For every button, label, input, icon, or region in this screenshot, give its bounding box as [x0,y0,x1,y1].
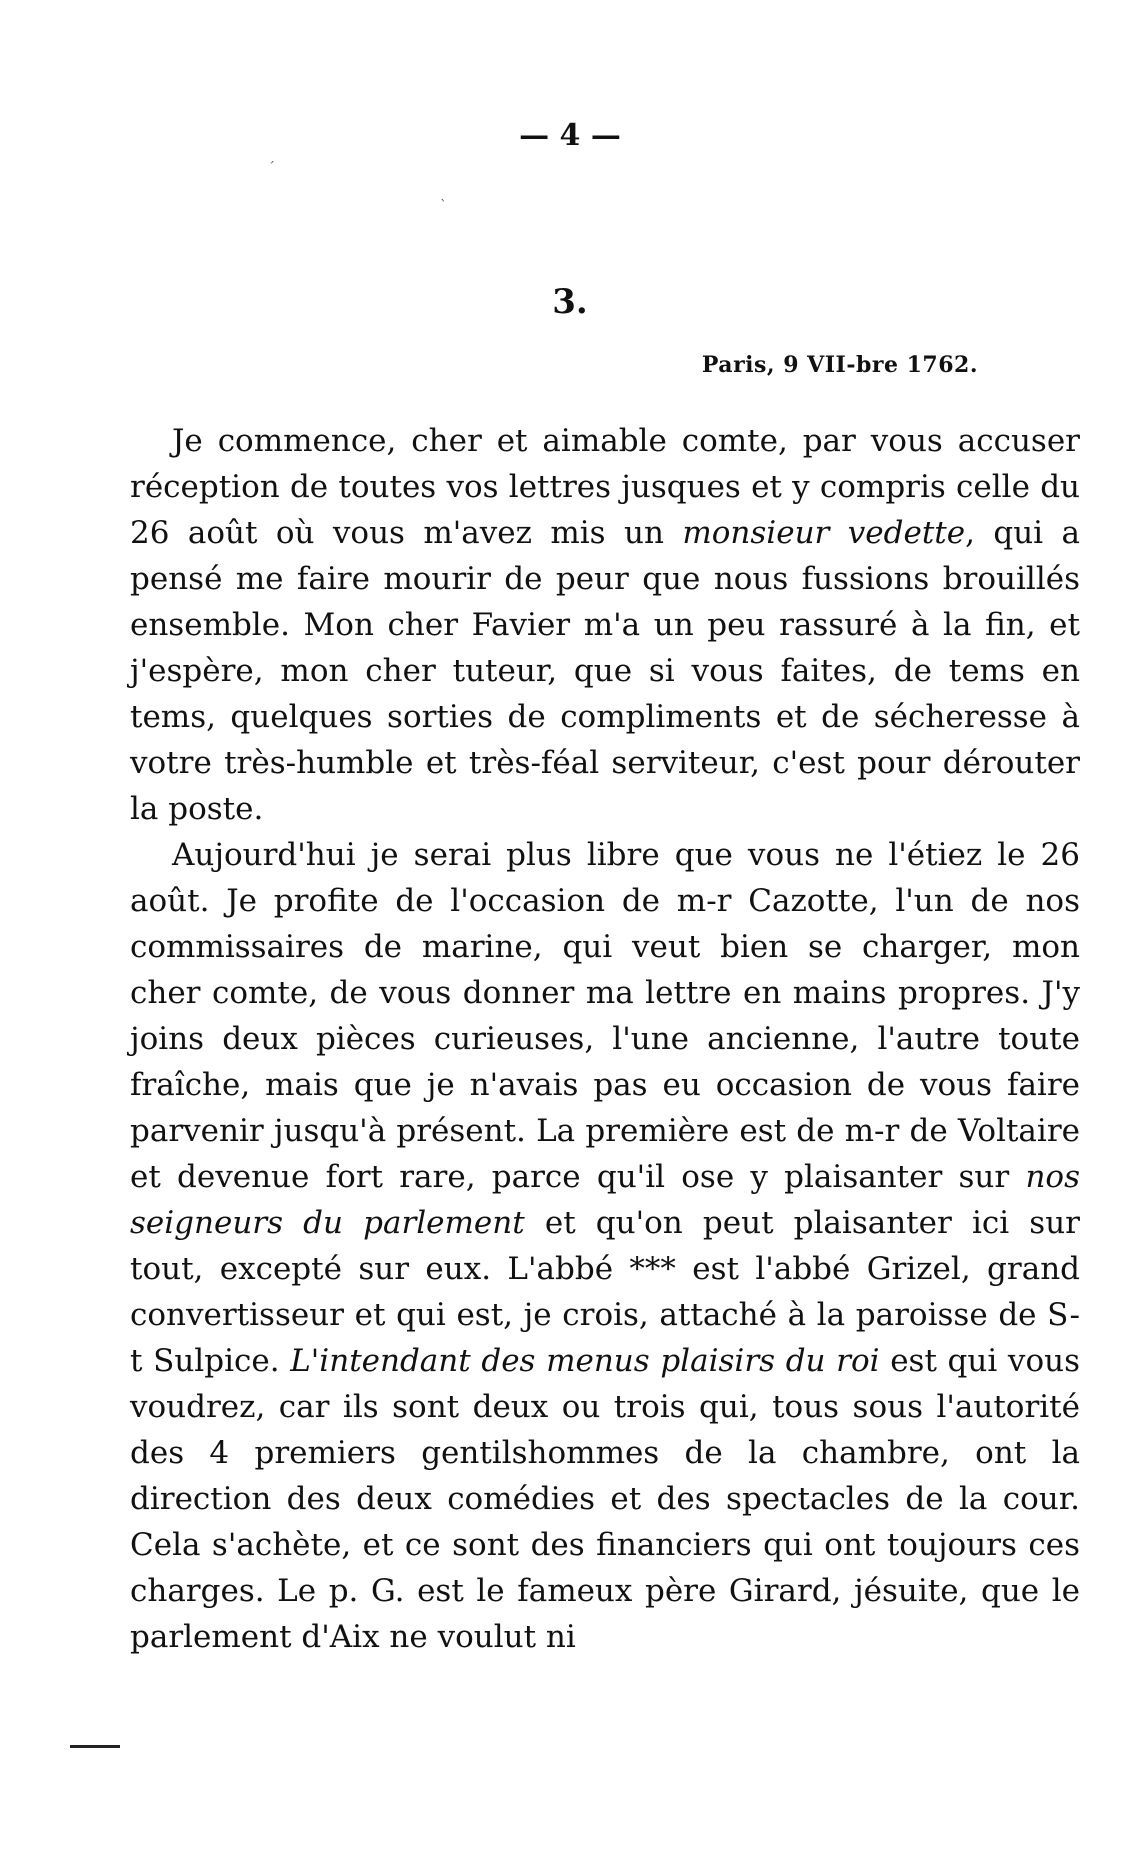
paragraph [130,832,1080,1660]
italic-phrase: L'intendant des menus plaisirs du roi [290,1343,880,1379]
italic-phrase: monsieur [682,515,830,551]
text-segment: Aujourd'hui je serai plus libre que vous ne l'étiez le 26 août. Je profite de l'occasion de m-r Cazotte, l'un de nos commissaires de marine, qui veut bien se charger, mon cher comte, de vous donner ma lettre en mains propres. J'y joins deux pièces curieuses, l'une ancienne, l'autre toute fraîche, mais que je n'avais pas eu occasion de vous faire parvenir jusqu'à présent. La première est de m-r de Voltaire et devenue fort rare, parce qu'il ose y plaisanter sur [130,837,1080,1195]
italic-phrase: vedette [847,515,966,551]
scan-speck: ` [440,198,447,214]
text-segment: Je commence, cher et aimable comte, par vous accuser réception de toutes vos lettres jusques et y compris celle du 26 août où vous m'avez mis un [130,423,1080,551]
scan-speck: ´ [268,160,275,176]
letter-number: 3. [552,282,588,322]
paragraph [130,418,1080,832]
text-segment: et qu'on peut plaisanter ici sur tout, excepté sur eux. L'abbé *** est l'abbé Grizel, grand convertisseur et qui est, je crois, attaché à la paroisse de S-t Sulpice. [130,1205,1080,1379]
italic-phrase: nos seigneurs du parlement [130,1159,1080,1241]
dateline: Paris, 9 VII-bre 1762. [701,352,978,378]
page-number: — 4 — [519,118,621,153]
text-segment: est qui vous voudrez, car ils sont deux ou trois qui, tous sous l'autorité des 4 premiers gentilshommes de la chambre, ont la direction des deux comédies et des spectacles de la cour. Cela s'achète, et ce sont des financiers qui ont toujours ces charges. Le p. G. est le fameux père Girard, jésuite, que le parlement d'Aix ne voulut ni [130,1343,1080,1655]
letter-body [130,418,1080,1660]
footer-rule [70,1745,120,1748]
text-segment [829,515,847,551]
text-segment: , qui a pensé me faire mourir de peur que nous fussions brouillés ensemble. Mon cher Favier m'a un peu rassuré à la fin, et j'espère, mon cher tuteur, que si vous faites, de tems en tems, quelques sorties de compliments et de sécheresse à votre très-humble et très-féal serviteur, c'est pour dérouter la poste. [130,515,1080,827]
